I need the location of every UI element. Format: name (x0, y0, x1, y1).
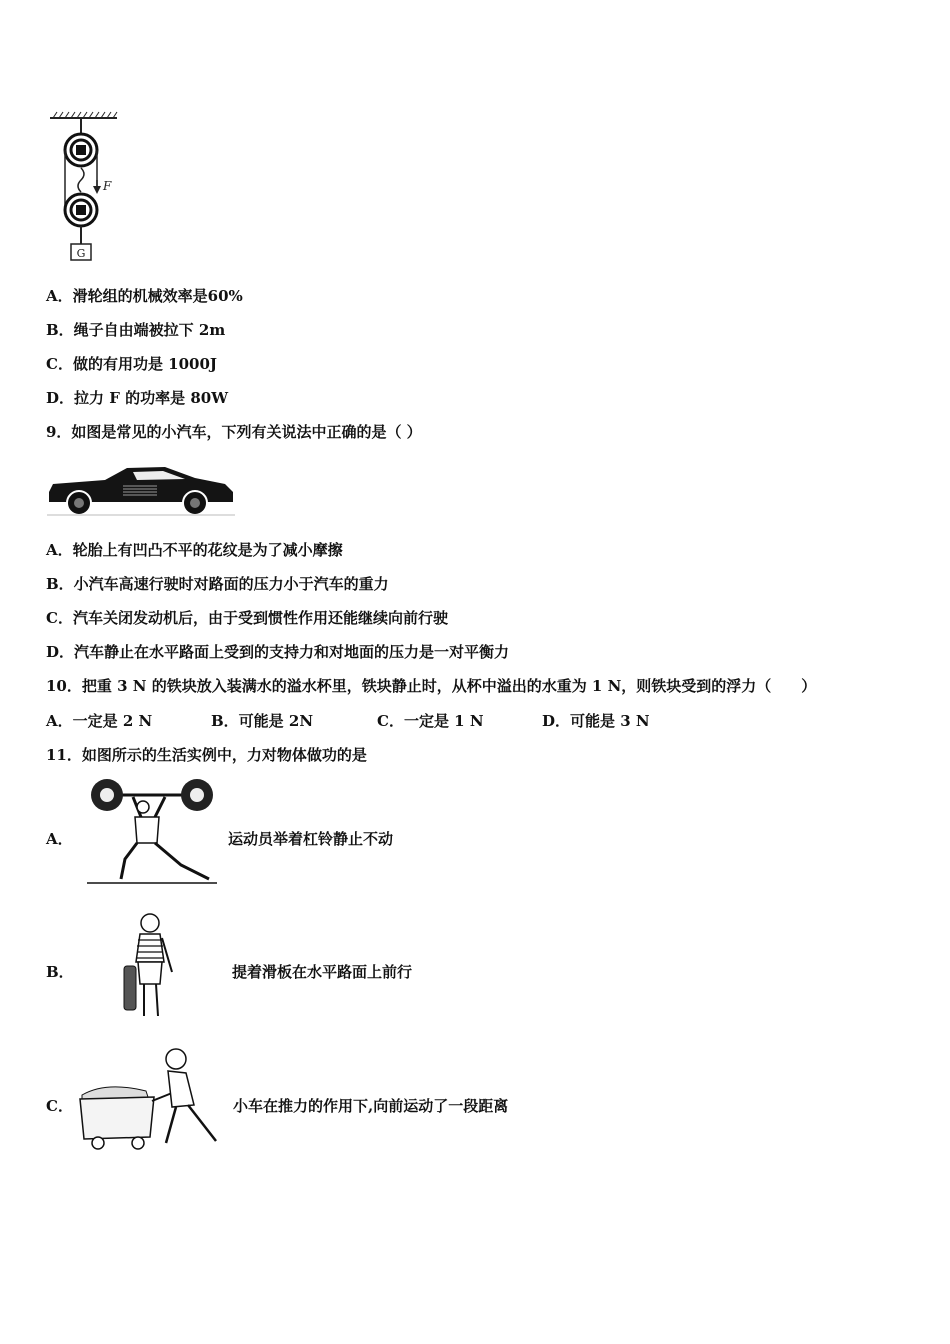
q11-option-b-caption: 提着滑板在水平路面上前行 (232, 963, 413, 981)
q11-option-c-label[interactable]: C． (46, 1097, 73, 1115)
q10-option-b[interactable]: B．可能是 2N (211, 712, 314, 730)
q10-option-c[interactable]: C．一定是 1 N (377, 712, 484, 730)
q8-option-d[interactable]: D．拉力 F 的功率是 80W (46, 389, 229, 407)
pulley-figure (45, 110, 125, 265)
q8-option-b[interactable]: B．绳子自由端被拉下 2m (46, 321, 226, 339)
q8-option-a[interactable]: A．滑轮组的机械效率是60% (46, 287, 243, 305)
q8-option-c[interactable]: C．做的有用功是 1000J (46, 355, 218, 373)
q9-option-b[interactable]: B．小汽车高速行驶时对路面的压力小于汽车的重力 (46, 575, 389, 593)
q10-option-a[interactable]: A．一定是 2 N (46, 712, 153, 730)
weightlifter-figure (85, 775, 220, 887)
q9-option-d[interactable]: D．汽车静止在水平路面上受到的支持力和对地面的压力是一对平衡力 (46, 643, 510, 661)
q11-option-a-caption: 运动员举着杠铃静止不动 (228, 830, 394, 848)
force-label: F (103, 179, 112, 193)
cart-push-figure (76, 1045, 226, 1153)
q9-option-a[interactable]: A．轮胎上有凹凸不平的花纹是为了减小摩擦 (46, 541, 343, 559)
q10-question: 10．把重 3 N 的铁块放入装满水的溢水杯里，铁块静止时，从杯中溢出的水重为 1 N，则铁块受到的浮力（ ） (46, 677, 817, 695)
q11-question: 11．如图所示的生活实例中，力对物体做功的是 (46, 746, 367, 764)
q9-option-c[interactable]: C．汽车关闭发动机后，由于受到惯性作用还能继续向前行驶 (46, 609, 448, 627)
q10-option-d[interactable]: D．可能是 3 N (542, 712, 650, 730)
weight-label: G (76, 247, 86, 260)
q9-question: 9．如图是常见的小汽车，下列有关说法中正确的是（ ） (46, 423, 422, 441)
q11-option-a-label[interactable]: A． (46, 830, 73, 848)
boy-skateboard-figure (118, 910, 180, 1025)
q11-option-b-label[interactable]: B． (46, 963, 74, 981)
q11-option-c-caption: 小车在推力的作用下,向前运动了一段距离 (233, 1097, 509, 1115)
car-figure (45, 462, 237, 522)
